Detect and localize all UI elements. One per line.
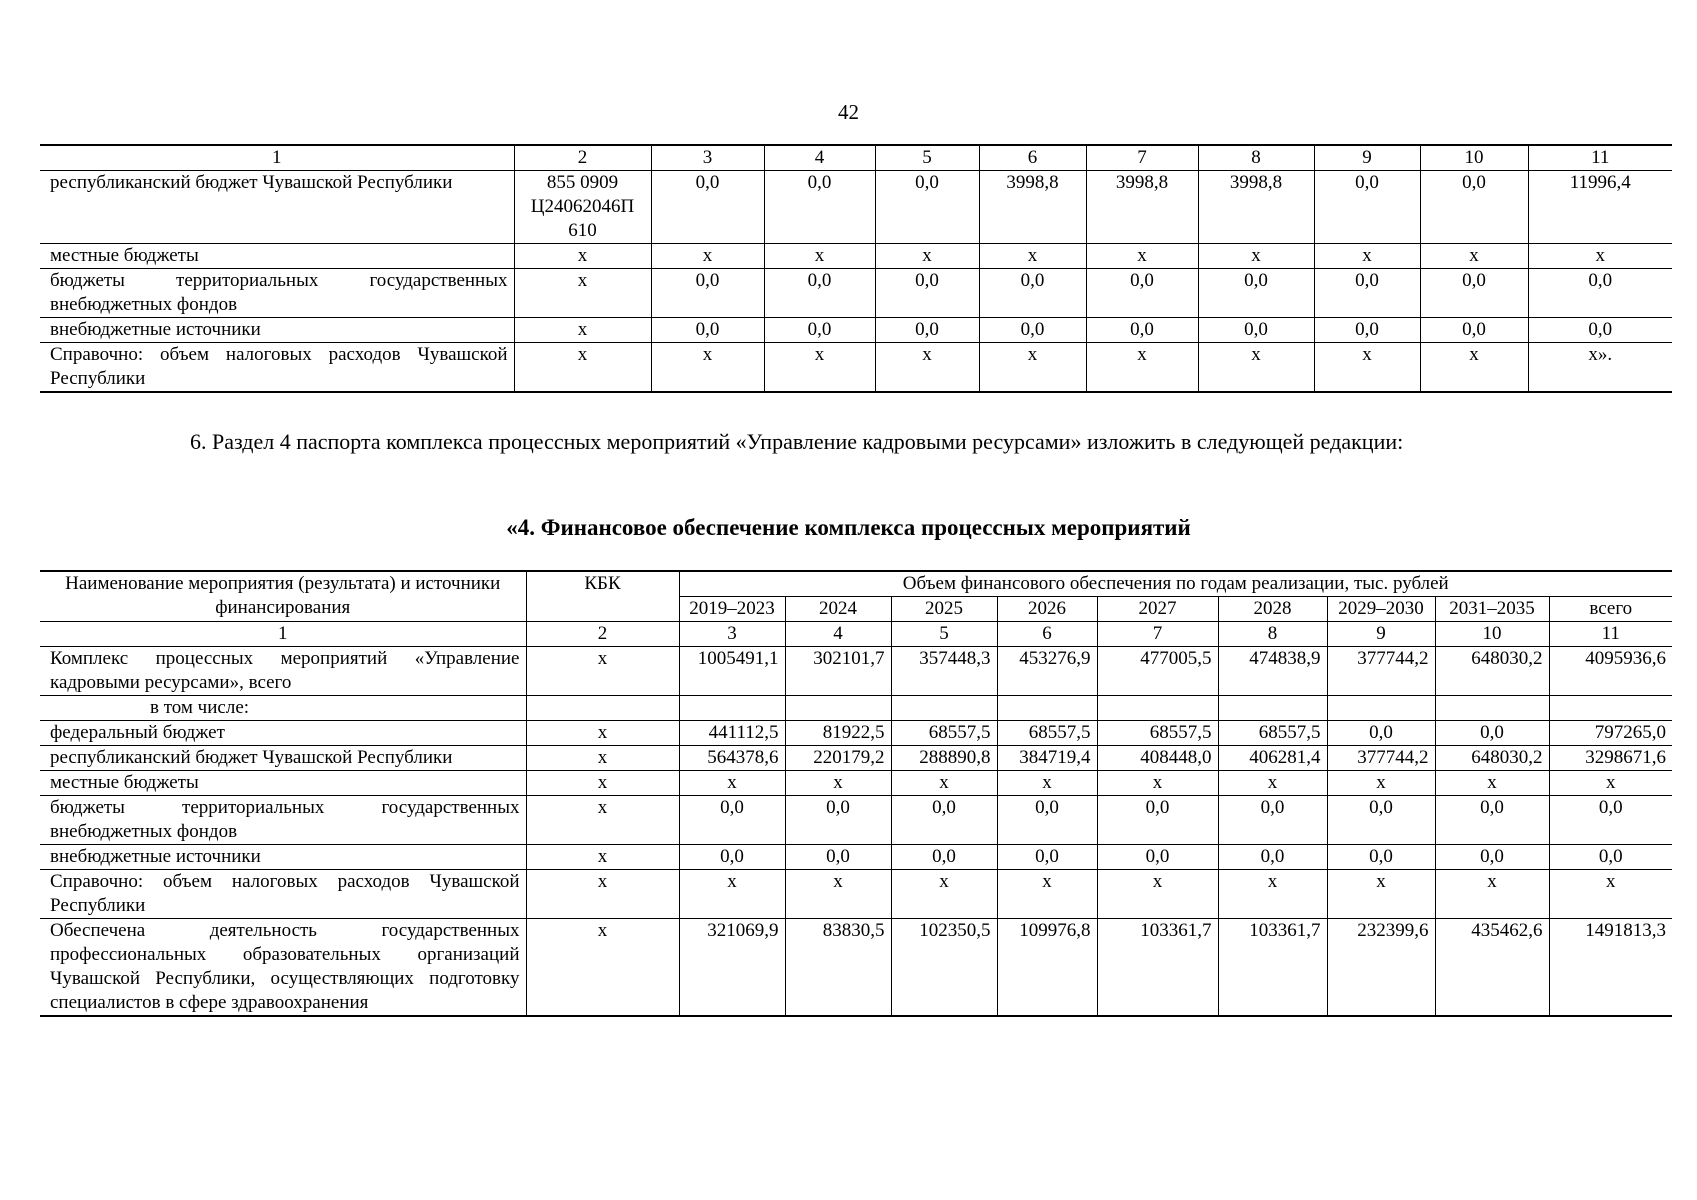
col-number: 11: [1549, 622, 1672, 647]
value-cell: [1327, 696, 1435, 721]
col-number: 6: [979, 145, 1086, 171]
value-cell: x: [1549, 771, 1672, 796]
value-cell: 0,0: [979, 269, 1086, 318]
value-cell: 0,0: [875, 318, 979, 343]
row-label: республиканский бюджет Чувашской Республики: [40, 746, 526, 771]
value-cell: 797265,0: [1549, 721, 1672, 746]
value-cell: 302101,7: [785, 647, 891, 696]
value-cell: 1005491,1: [679, 647, 785, 696]
value-cell: 648030,2: [1435, 647, 1549, 696]
value-cell: 0,0: [1435, 845, 1549, 870]
kbk-cell: x: [514, 318, 651, 343]
value-cell: 564378,6: [679, 746, 785, 771]
value-cell: 0,0: [1086, 269, 1198, 318]
col-number: 11: [1528, 145, 1672, 171]
year-header: 2029–2030: [1327, 597, 1435, 622]
value-cell: 220179,2: [785, 746, 891, 771]
value-cell: 435462,6: [1435, 919, 1549, 1017]
value-cell: x: [1420, 244, 1528, 269]
value-cell: 474838,9: [1218, 647, 1327, 696]
value-cell: 102350,5: [891, 919, 997, 1017]
value-cell: 0,0: [679, 845, 785, 870]
name-column-header: Наименование мероприятия (результата) и источники финансирования: [40, 571, 526, 622]
value-cell: x: [1198, 244, 1314, 269]
value-cell: 0,0: [1528, 318, 1672, 343]
col-number: 10: [1420, 145, 1528, 171]
value-cell: x: [875, 244, 979, 269]
value-cell: [997, 696, 1097, 721]
value-cell: 0,0: [1420, 318, 1528, 343]
value-cell: 0,0: [997, 796, 1097, 845]
value-cell: 0,0: [875, 269, 979, 318]
table-row: [40, 343, 1672, 393]
col-number: 1: [40, 622, 526, 647]
value-cell: 3298671,6: [1549, 746, 1672, 771]
value-cell: 11996,4: [1528, 171, 1672, 244]
col-number: 7: [1097, 622, 1218, 647]
value-cell: 0,0: [1327, 845, 1435, 870]
value-cell: 453276,9: [997, 647, 1097, 696]
value-cell: 4095936,6: [1549, 647, 1672, 696]
year-header: 2028: [1218, 597, 1327, 622]
value-cell: x: [651, 244, 764, 269]
value-cell: x: [1435, 771, 1549, 796]
row-label: Справочно: объем налоговых расходов Чувашской Республики: [40, 870, 526, 919]
value-cell: x: [651, 343, 764, 393]
kbk-cell: x: [526, 870, 679, 919]
row-label: федеральный бюджет: [40, 721, 526, 746]
value-cell: 406281,4: [1218, 746, 1327, 771]
value-cell: 384719,4: [997, 746, 1097, 771]
value-cell: 103361,7: [1097, 919, 1218, 1017]
value-cell: 0,0: [1327, 721, 1435, 746]
value-cell: x: [1435, 870, 1549, 919]
value-cell: x: [875, 343, 979, 393]
row-label: республиканский бюджет Чувашской Республики: [40, 171, 514, 244]
value-cell: 648030,2: [1435, 746, 1549, 771]
kbk-cell: x: [526, 721, 679, 746]
value-cell: x: [1528, 244, 1672, 269]
row-label: Справочно: объем налоговых расходов Чувашской Республики: [40, 343, 514, 393]
value-cell: [1097, 696, 1218, 721]
value-cell: 232399,6: [1327, 919, 1435, 1017]
table-row: [40, 647, 1672, 696]
value-cell: 0,0: [1528, 269, 1672, 318]
row-label: бюджеты территориальных государственных внебюджетных фондов: [40, 796, 526, 845]
value-cell: x: [764, 343, 875, 393]
year-header: 2019–2023: [679, 597, 785, 622]
value-cell: 441112,5: [679, 721, 785, 746]
value-cell: [891, 696, 997, 721]
value-cell: 0,0: [1420, 269, 1528, 318]
value-cell: 3998,8: [1086, 171, 1198, 244]
value-cell: 0,0: [891, 796, 997, 845]
value-cell: 3998,8: [979, 171, 1086, 244]
row-label: Обеспечена деятельность государственных профессиональных образовательных организаций Чувашской Республики, осуществляющих подготовку специалистов в сфере здравоохранения: [40, 919, 526, 1017]
col-number: 8: [1198, 145, 1314, 171]
value-cell: 68557,5: [1097, 721, 1218, 746]
value-cell: x: [785, 771, 891, 796]
value-cell: 0,0: [1097, 845, 1218, 870]
value-cell: x: [1327, 870, 1435, 919]
value-cell: x: [979, 343, 1086, 393]
row-label: Комплекс процессных мероприятий «Управление кадровыми ресурсами», всего: [40, 647, 526, 696]
col-number: 9: [1314, 145, 1420, 171]
value-cell: 0,0: [651, 318, 764, 343]
row-label: в том числе:: [40, 696, 526, 721]
year-header: 2027: [1097, 597, 1218, 622]
value-cell: x: [997, 870, 1097, 919]
kbk-cell: x: [514, 343, 651, 393]
col-number: 6: [997, 622, 1097, 647]
value-cell: 68557,5: [997, 721, 1097, 746]
value-cell: x: [979, 244, 1086, 269]
value-cell: x: [891, 870, 997, 919]
kbk-cell: x: [514, 244, 651, 269]
row-label: внебюджетные источники: [40, 845, 526, 870]
value-cell: [1435, 696, 1549, 721]
kbk-cell: x: [526, 746, 679, 771]
value-cell: x: [1086, 244, 1198, 269]
value-cell: x: [764, 244, 875, 269]
value-cell: 0,0: [764, 269, 875, 318]
table-row: [40, 269, 1672, 318]
value-cell: [1549, 696, 1672, 721]
kbk-cell: x: [526, 919, 679, 1017]
table-row: [40, 318, 1672, 343]
value-cell: 103361,7: [1218, 919, 1327, 1017]
value-cell: 0,0: [1327, 796, 1435, 845]
value-cell: 0,0: [1314, 318, 1420, 343]
value-cell: x: [1327, 771, 1435, 796]
value-cell: x: [1314, 343, 1420, 393]
value-cell: 377744,2: [1327, 746, 1435, 771]
value-cell: x».: [1528, 343, 1672, 393]
value-cell: 0,0: [1314, 171, 1420, 244]
year-header: 2025: [891, 597, 997, 622]
col-number: 1: [40, 145, 514, 171]
value-cell: x: [1097, 771, 1218, 796]
col-number: 4: [785, 622, 891, 647]
value-cell: [1218, 696, 1327, 721]
value-cell: x: [1314, 244, 1420, 269]
table-row: [40, 171, 1672, 244]
value-cell: 0,0: [764, 318, 875, 343]
year-header: 2026: [997, 597, 1097, 622]
value-cell: x: [1198, 343, 1314, 393]
value-cell: 0,0: [1549, 796, 1672, 845]
value-cell: 0,0: [651, 171, 764, 244]
value-cell: 0,0: [1086, 318, 1198, 343]
value-cell: 0,0: [875, 171, 979, 244]
table-row: [40, 721, 1672, 746]
col-number: 9: [1327, 622, 1435, 647]
financial-provision-table: [40, 570, 1672, 1017]
value-cell: 0,0: [679, 796, 785, 845]
value-cell: 377744,2: [1327, 647, 1435, 696]
value-cell: 0,0: [891, 845, 997, 870]
value-cell: [679, 696, 785, 721]
value-cell: 0,0: [1218, 796, 1327, 845]
value-cell: x: [679, 870, 785, 919]
value-cell: x: [891, 771, 997, 796]
kbk-cell: 855 0909 Ц24062046П 610: [514, 171, 651, 244]
value-cell: 1491813,3: [1549, 919, 1672, 1017]
value-cell: 68557,5: [1218, 721, 1327, 746]
table-row: [40, 696, 1672, 721]
value-cell: 83830,5: [785, 919, 891, 1017]
value-cell: 288890,8: [891, 746, 997, 771]
value-cell: x: [1086, 343, 1198, 393]
value-cell: 0,0: [1218, 845, 1327, 870]
page-number: 42: [838, 100, 859, 124]
col-number: 5: [875, 145, 979, 171]
row-label: внебюджетные источники: [40, 318, 514, 343]
value-cell: 477005,5: [1097, 647, 1218, 696]
row-label: местные бюджеты: [40, 244, 514, 269]
column-number-row: [40, 622, 1672, 647]
col-number: 2: [514, 145, 651, 171]
amendment-paragraph: 6. Раздел 4 паспорта комплекса процессных мероприятий «Управление кадровыми ресурсами» изложить в следующей редакции:: [190, 429, 1404, 454]
kbk-column-header: КБК: [526, 571, 679, 622]
value-cell: x: [1218, 870, 1327, 919]
value-cell: x: [785, 870, 891, 919]
col-number: 7: [1086, 145, 1198, 171]
budget-table-continuation: [40, 144, 1672, 393]
value-cell: 0,0: [1198, 318, 1314, 343]
kbk-cell: x: [526, 796, 679, 845]
value-cell: 357448,3: [891, 647, 997, 696]
value-cell: 0,0: [1198, 269, 1314, 318]
table-row: [40, 870, 1672, 919]
value-cell: 0,0: [785, 845, 891, 870]
section-title: «4. Финансовое обеспечение комплекса процессных мероприятий: [506, 515, 1191, 540]
value-cell: 0,0: [764, 171, 875, 244]
col-number: 3: [651, 145, 764, 171]
value-cell: 0,0: [1420, 171, 1528, 244]
table-row: [40, 796, 1672, 845]
table-row: [40, 919, 1672, 1017]
value-cell: x: [1218, 771, 1327, 796]
value-cell: 408448,0: [1097, 746, 1218, 771]
value-cell: 0,0: [785, 796, 891, 845]
col-number: 10: [1435, 622, 1549, 647]
col-number: 3: [679, 622, 785, 647]
col-number: 4: [764, 145, 875, 171]
table-row: [40, 845, 1672, 870]
value-cell: x: [1549, 870, 1672, 919]
value-cell: 3998,8: [1198, 171, 1314, 244]
value-cell: 0,0: [1097, 796, 1218, 845]
year-header: 2024: [785, 597, 891, 622]
value-cell: x: [997, 771, 1097, 796]
kbk-cell: x: [526, 647, 679, 696]
column-number-row: [40, 145, 1672, 171]
kbk-cell: x: [526, 845, 679, 870]
col-number: 5: [891, 622, 997, 647]
year-header: 2031–2035: [1435, 597, 1549, 622]
row-label: местные бюджеты: [40, 771, 526, 796]
value-cell: x: [679, 771, 785, 796]
table-row: [40, 746, 1672, 771]
value-cell: 0,0: [1435, 721, 1549, 746]
table-row: [40, 771, 1672, 796]
value-cell: x: [1420, 343, 1528, 393]
volume-column-header: Объем финансового обеспечения по годам реализации, тыс. рублей: [679, 571, 1672, 597]
kbk-cell: x: [514, 269, 651, 318]
table-row: [40, 244, 1672, 269]
value-cell: 68557,5: [891, 721, 997, 746]
value-cell: 0,0: [1435, 796, 1549, 845]
col-number: 2: [526, 622, 679, 647]
header-row: [40, 571, 1672, 597]
value-cell: 321069,9: [679, 919, 785, 1017]
kbk-cell: [526, 696, 679, 721]
value-cell: 0,0: [997, 845, 1097, 870]
col-number: 8: [1218, 622, 1327, 647]
value-cell: 0,0: [1549, 845, 1672, 870]
value-cell: x: [1097, 870, 1218, 919]
value-cell: 81922,5: [785, 721, 891, 746]
row-label: бюджеты территориальных государственных внебюджетных фондов: [40, 269, 514, 318]
value-cell: 109976,8: [997, 919, 1097, 1017]
value-cell: 0,0: [979, 318, 1086, 343]
value-cell: [785, 696, 891, 721]
value-cell: 0,0: [1314, 269, 1420, 318]
value-cell: 0,0: [651, 269, 764, 318]
kbk-cell: x: [526, 771, 679, 796]
year-header: всего: [1549, 597, 1672, 622]
